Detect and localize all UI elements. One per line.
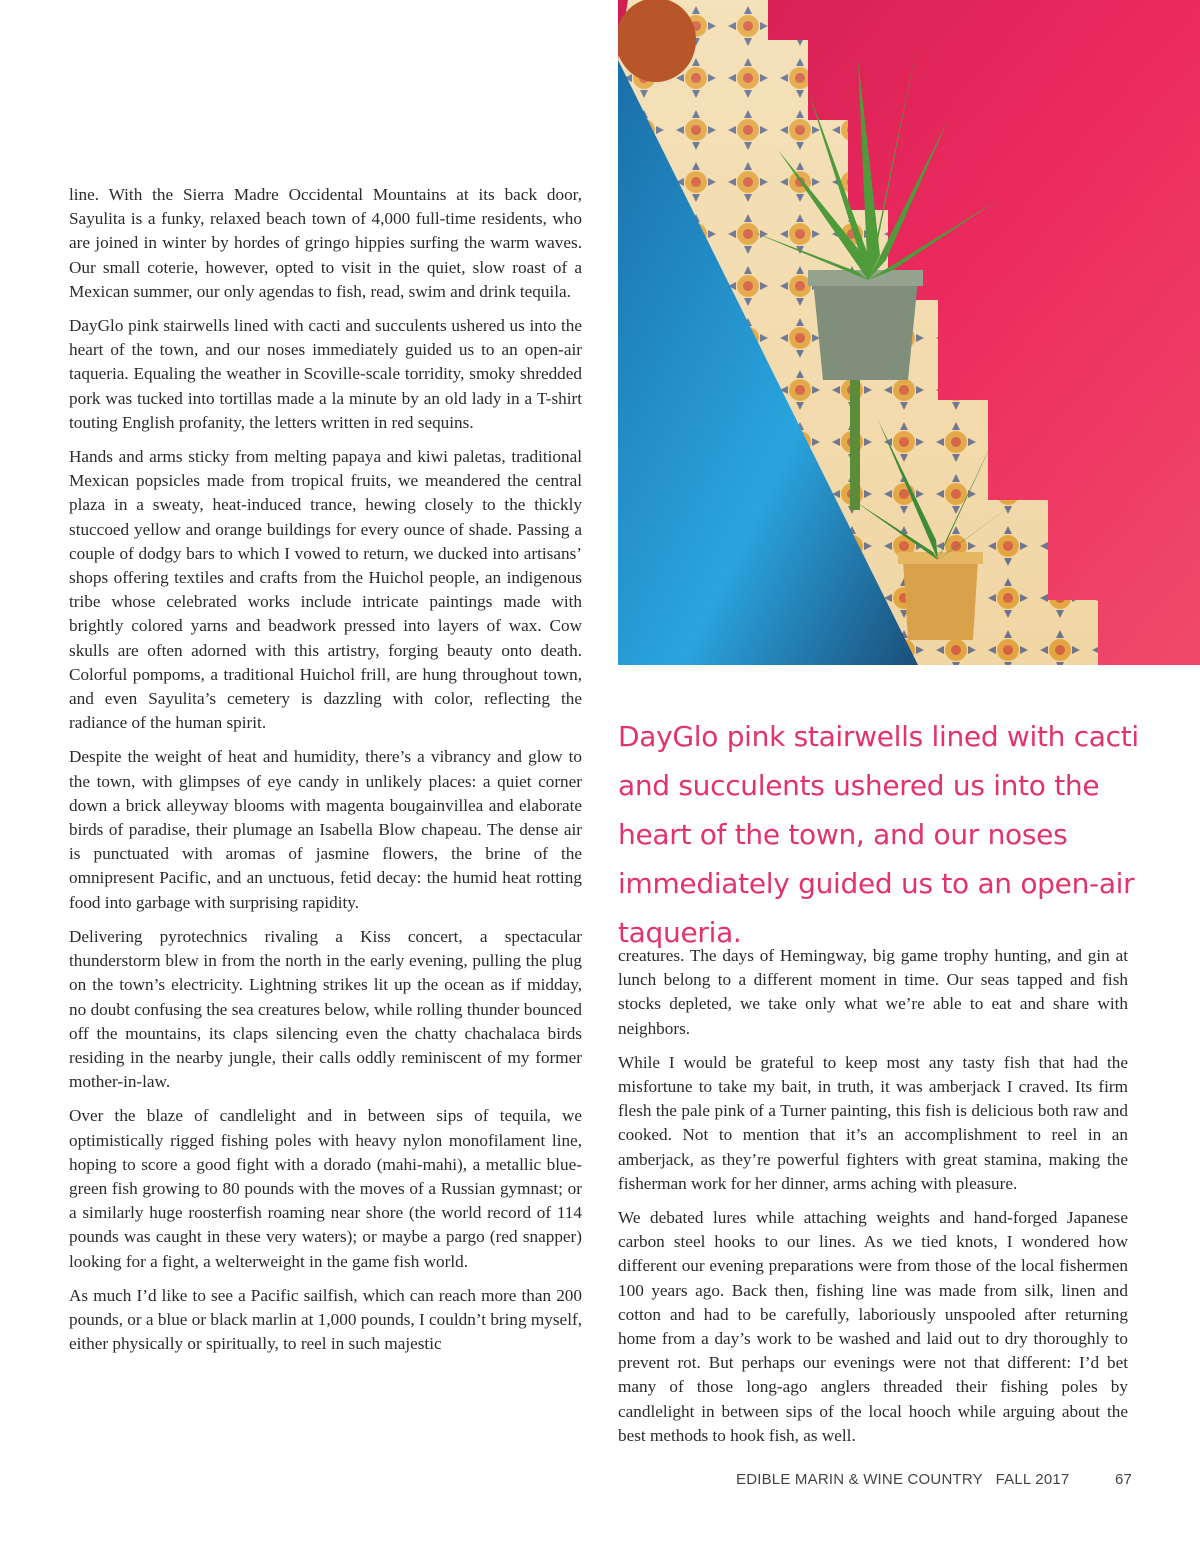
body-paragraph: Over the blaze of candlelight and in between sips of tequila, we optimistically rigged fishing poles with heavy nylon monofilament line, hoping to score a good fight with a dorado (mahi-mahi), a metallic blue-green fish growing to 80 pounds with the moves of a Russian gymnast; or a similarly huge roosterfish roaming near shore (the world record of 114 pounds was caught in these very waters); or maybe a pargo (red snapper) looking for a fight, a welterweight in the game fish world. bbox=[69, 1106, 582, 1271]
body-paragraph: DayGlo pink stairwells lined with cacti and succulents ushered us into the heart of the town, and our noses immediately guided us to an open-air taqueria. Equaling the weather in Scoville-scale torridity, smoky shredded pork was tucked into tortillas made a la minute by an old lady in a T-shirt touting English profanity, the letters written in red sequins. bbox=[69, 316, 582, 432]
page-number: 67 bbox=[1115, 1471, 1133, 1488]
body-paragraph: Despite the weight of heat and humidity, there’s a vibrancy and glow to the town, with glimpses of eye candy in unlikely places: a quiet corner down a brick alleyway blooms with magenta bougainvillea and elaborate birds of paradise, their plumage an Isabella Blow chapeau. The dense air is punctuated with aromas of jasmine flowers, the brine of the omnipresent Pacific, and an unctuous, fetid decay: the humid heat rotting food into garbage with surprising rapidity. bbox=[69, 747, 582, 912]
body-paragraph: As much I’d like to see a Pacific sailfish, which can reach more than 200 pounds, or a blue or black marlin at 1,000 pounds, I couldn’t bring myself, either physically or spiritually, to reel in such majestic bbox=[69, 1285, 582, 1354]
body-paragraph: Hands and arms sticky from melting papaya and kiwi paletas, traditional Mexican popsicles made from tropical fruits, we meandered the central plaza in a sweaty, heat-induced trance, hewing closely to the thickly stuccoed yellow and orange buildings for every ounce of shade. Passing a couple of dodgy bars to which I vowed to return, we ducked into artisans’ shops offering textiles and crafts from the Huichol people, an indigenous tribe whose celebrated works include intricate paintings made with brightly colored yarns and beadwork pressed into layers of wax. Cow skulls are often adorned with this artistry, forging beauty onto death. Colorful pompoms, a traditional Huichol frill, are hung throughout town, and even Sayulita’s cemetery is dazzling with color, reflecting the radiance of the human spirit. bbox=[69, 447, 582, 733]
right-column bbox=[618, 944, 1128, 1458]
stairwell-photo bbox=[618, 0, 1200, 665]
body-paragraph: Delivering pyrotechnics rivaling a Kiss concert, a spectacular thunderstorm blew in from the north in the early evening, pulling the plug on the town’s electricity. Lightning strikes lit up the ocean as if midday, no doubt confusing the sea creatures below, while rolling thunder bounced off the mountains, its claps silencing even the chatty chachalaca birds residing in the nearby jungle, their calls oddly reminiscent of my former mother-in-law. bbox=[69, 926, 582, 1092]
body-paragraph: creatures. The days of Hemingway, big game trophy hunting, and gin at lunch belong to a different moment in time. Our seas tapped and fish stocks depleted, we take only what we’re able to eat and share with neighbors. bbox=[618, 946, 1128, 1038]
left-column bbox=[69, 183, 582, 1366]
body-paragraph: We debated lures while attaching weights and hand-forged Japanese carbon steel hooks to our lines. As we tied knots, I wondered how different our evening preparations were from those of the local fishermen 100 years ago. Back then, fishing line was made from silk, linen and cotton and had to be carefully, laboriously unspooled after returning home from a day’s work to be washed and laid out to dry thoroughly to prevent rot. But perhaps our evenings were not that different: I’d bet many of those long-ago anglers threaded their fishing poles by candlelight in between sips of the local hooch while arguing about the best methods to hook fish, as well. bbox=[618, 1208, 1128, 1445]
body-paragraph: line. With the Sierra Madre Occidental Mountains at its back door, Sayulita is a funky, relaxed beach town of 4,000 full-time residents, who are joined in winter by hordes of gringo hippies surfing the warm waves. Our small coterie, however, opted to visit in the quiet, slow roast of a Mexican summer, our only agendas to fish, read, swim and drink tequila. bbox=[69, 185, 582, 301]
pull-quote: DayGlo pink stairwells lined with cacti and succulents ushered us into the heart of the town, and our noses immediately guided us to an open-air taqueria. bbox=[618, 720, 1139, 949]
body-paragraph: While I would be grateful to keep most any tasty fish that had the misfortune to take my bait, in truth, it was amberjack I craved. Its firm flesh the pale pink of a Turner painting, this fish is delicious both raw and cooked. Not to mention that it’s an accomplishment to reel in an amberjack, as they’re powerful fighters with great stamina, making the fisherman work for her dinner, arms aching with pleasure. bbox=[618, 1052, 1128, 1193]
publication-name: EDIBLE MARIN & WINE COUNTRY FALL 2017 bbox=[736, 1471, 1070, 1488]
